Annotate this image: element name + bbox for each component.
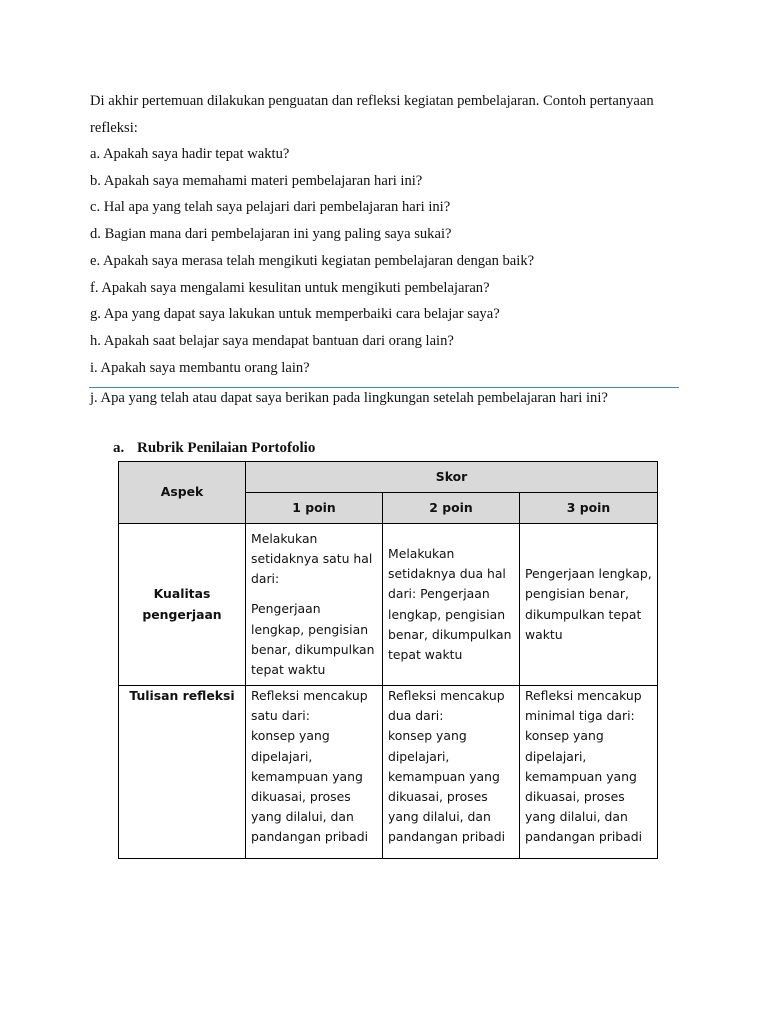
cell-text: Pengerjaan lengkap, pengisian benar, dikumpulkan tepat waktu bbox=[525, 566, 652, 642]
list-item: d. Bagian mana dari pembelajaran ini yang paling saya sukai? bbox=[90, 226, 452, 243]
header-aspect: Aspek bbox=[119, 462, 246, 524]
cell-text: Refleksi mencakup minimal tiga dari: konsep yang dipelajari, kemampuan yang dikuasai, proses yang dilalui, dan pandangan pribadi bbox=[525, 688, 643, 845]
list-item: c. Hal apa yang telah saya pelajari dari pembelajaran hari ini? bbox=[90, 199, 451, 216]
list-item: b. Apakah saya memahami materi pembelajaran hari ini? bbox=[90, 172, 423, 189]
section-heading bbox=[113, 440, 315, 457]
list-item: a. Apakah saya hadir tepat waktu? bbox=[90, 146, 290, 162]
header-score-level: 3 poin bbox=[520, 493, 658, 524]
list-item: h. Apakah saat belajar saya mendapat bantuan dari orang lain? bbox=[90, 332, 454, 349]
cell-text: Refleksi mencakup satu dari: konsep yang dipelajari, kemampuan yang dikuasai, proses yang dilalui, dan pandangan pribadi bbox=[251, 688, 369, 845]
cell-text: Refleksi mencakup dua dari: konsep yang dipelajari, kemampuan yang dikuasai, proses yang dilalui, dan pandangan pribadi bbox=[388, 688, 506, 845]
table-header-row bbox=[119, 462, 658, 493]
cell-text: Melakukan setidaknya satu hal dari: bbox=[251, 530, 373, 587]
row-aspect: Kualitas pengerjaan bbox=[119, 524, 246, 686]
list-item: f. Apakah saya mengalami kesulitan untuk mengikuti pembelajaran? bbox=[90, 279, 490, 296]
table-cell bbox=[383, 686, 520, 859]
table-row bbox=[119, 686, 658, 859]
list-item: g. Apa yang dapat saya lakukan untuk memperbaiki cara belajar saya? bbox=[90, 306, 500, 323]
header-score: Skor bbox=[246, 462, 658, 493]
reflection-question-list bbox=[90, 141, 690, 381]
list-item: i. Apakah saya membantu orang lain? bbox=[90, 359, 310, 376]
cell-text: Melakukan setidaknya dua hal dari: Pengerjaan lengkap, pengisian benar, dikumpulkan tepat waktu bbox=[388, 545, 512, 662]
rubric-table bbox=[118, 461, 658, 859]
section-marker: a. bbox=[113, 440, 125, 456]
row-aspect: Tulisan refleksi bbox=[119, 686, 246, 859]
table-cell bbox=[520, 686, 658, 859]
list-item: j. Apa yang telah atau dapat saya berikan pada lingkungan setelah pembelajaran hari ini? bbox=[90, 390, 608, 406]
table-cell bbox=[383, 524, 520, 686]
table-cell bbox=[246, 524, 383, 686]
cell-text: Pengerjaan lengkap, pengisian benar, dikumpulkan tepat waktu bbox=[251, 601, 375, 677]
list-item: e. Apakah saya merasa telah mengikuti kegiatan pembelajaran dengan baik? bbox=[90, 252, 535, 269]
section-title: Rubrik Penilaian Portofolio bbox=[137, 440, 316, 456]
header-score-level: 1 poin bbox=[246, 493, 383, 524]
table-cell bbox=[246, 686, 383, 859]
intro-paragraph: Di akhir pertemuan dilakukan penguatan dan refleksi kegiatan pembelajaran. Contoh pertanyaan refleksi: bbox=[90, 93, 654, 136]
header-score-level: 2 poin bbox=[383, 493, 520, 524]
table-cell bbox=[520, 524, 658, 686]
table-row bbox=[119, 524, 658, 686]
